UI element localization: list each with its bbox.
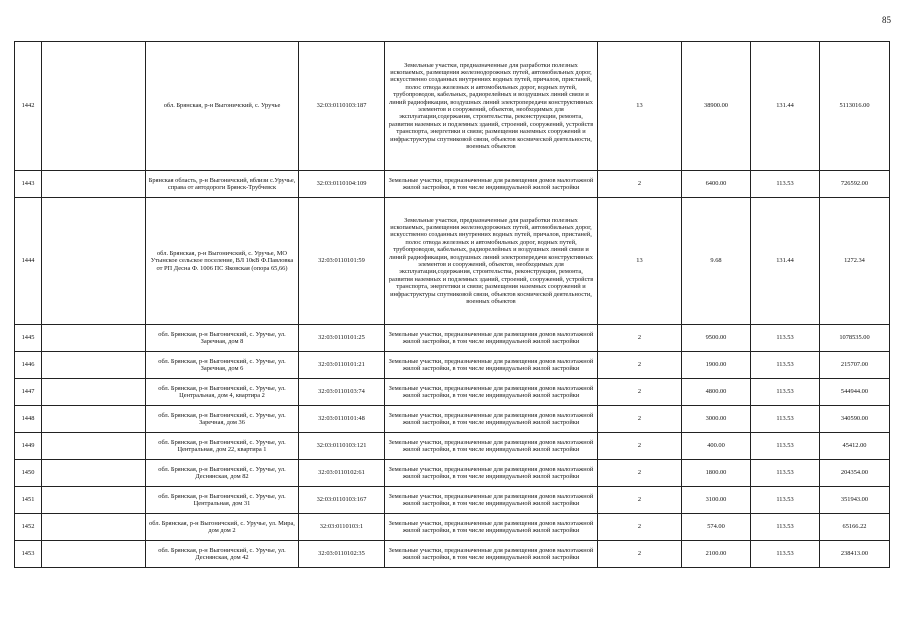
address-cell: обл. Брянская, р-н Выгоничский, с. Уручье, ул. Мира, дом дом 2 xyxy=(146,514,299,541)
cadastral-number-cell: 32:03:0110103:187 xyxy=(299,42,385,171)
area-cell: 9.68 xyxy=(682,198,751,325)
area-cell: 4800.00 xyxy=(682,379,751,406)
address-cell: обл. Брянская, р-н Выгоничский, с. Уручье, ул. Центральная, дом 22, квартира 1 xyxy=(146,433,299,460)
cadastral-number-cell: 32:03:0110101:59 xyxy=(299,198,385,325)
purpose-cell: Земельные участки, предназначенные для размещения домов малоэтажной жилой застройки, в том числе индивидуальной жилой застройки xyxy=(385,514,598,541)
category-cell: 2 xyxy=(598,406,682,433)
empty-cell xyxy=(42,379,146,406)
address-cell: обл. Брянская, р-н Выгоничский, с. Уручье, МО Утынское сельское поселение, ВЛ 10кВ Ф.Павловка от РП Десна Ф. 1006 ПС Яковская (опора 65,66) xyxy=(146,198,299,325)
address-cell: обл. Брянская, р-н Выгоничский, с. Уручье, ул. Центральная, дом 31 xyxy=(146,487,299,514)
unit-value-cell: 113.53 xyxy=(751,514,820,541)
unit-value-cell: 113.53 xyxy=(751,433,820,460)
empty-cell xyxy=(42,42,146,171)
cadastral-number-cell: 32:03:0110103:74 xyxy=(299,379,385,406)
cadastral-value-cell: 1272.34 xyxy=(820,198,890,325)
area-cell: 400.00 xyxy=(682,433,751,460)
area-cell: 1800.00 xyxy=(682,460,751,487)
row-number: 1447 xyxy=(15,379,42,406)
unit-value-cell: 131.44 xyxy=(751,42,820,171)
row-number: 1453 xyxy=(15,541,42,568)
table-row xyxy=(15,352,890,379)
cadastral-number-cell: 32:03:0110101:25 xyxy=(299,325,385,352)
unit-value-cell: 113.53 xyxy=(751,541,820,568)
cadastral-number-cell: 32:03:0110103:1 xyxy=(299,514,385,541)
area-cell: 1900.00 xyxy=(682,352,751,379)
table-row xyxy=(15,460,890,487)
unit-value-cell: 113.53 xyxy=(751,352,820,379)
table-row xyxy=(15,541,890,568)
row-number: 1448 xyxy=(15,406,42,433)
category-cell: 2 xyxy=(598,487,682,514)
address-cell: обл. Брянская, р-н Выгоничский, с. Уручье, ул. Заречная, дом 8 xyxy=(146,325,299,352)
empty-cell xyxy=(42,460,146,487)
area-cell: 2100.00 xyxy=(682,541,751,568)
table-row xyxy=(15,379,890,406)
unit-value-cell: 113.53 xyxy=(751,406,820,433)
empty-cell xyxy=(42,171,146,198)
area-cell: 574.00 xyxy=(682,514,751,541)
table-row xyxy=(15,325,890,352)
empty-cell xyxy=(42,514,146,541)
purpose-cell: Земельные участки, предназначенные для размещения домов малоэтажной жилой застройки, в том числе индивидуальной жилой застройки xyxy=(385,541,598,568)
address-cell: обл. Брянская, р-н Выгоничский, с. Уручье, ул. Центральная, дом 4, квартира 2 xyxy=(146,379,299,406)
address-cell: обл. Брянская, р-н Выгоничский, с. Уручье xyxy=(146,42,299,171)
page-number: 85 xyxy=(882,15,891,25)
category-cell: 2 xyxy=(598,514,682,541)
land-register-table xyxy=(14,41,890,568)
purpose-cell: Земельные участки, предназначенные для размещения домов малоэтажной жилой застройки, в том числе индивидуальной жилой застройки xyxy=(385,487,598,514)
row-number: 1443 xyxy=(15,171,42,198)
area-cell: 6400.00 xyxy=(682,171,751,198)
purpose-cell: Земельные участки, предназначенные для разработки полезных ископаемых, размещения железнодорожных путей, автомобильных дорог, искусственно созданных внутренних водных путей, причалов, пристаней, полос отвода железных и автомобильных дорог, водных путей, трубопроводов, кабельных, радиорелейных и воздушных линий связи и линий радиофикации, воздушных линий электропередачи конструктивных элементов и сооружений, объектов, необходимых для эксплуатации,содержания, строительства, реконструкции, ремонта, развития наземных и подземных зданий, строений, сооружений, устройств транспорта, энергетики и связи; размещения наземных сооружений и инфраструктуры спутниковой связи, объектов космической деятельности, военных объектов xyxy=(385,198,598,325)
purpose-cell: Земельные участки, предназначенные для размещения домов малоэтажной жилой застройки, в том числе индивидуальной жилой застройки xyxy=(385,460,598,487)
unit-value-cell: 113.53 xyxy=(751,171,820,198)
table-row xyxy=(15,406,890,433)
category-cell: 2 xyxy=(598,325,682,352)
cadastral-value-cell: 45412.00 xyxy=(820,433,890,460)
empty-cell xyxy=(42,198,146,325)
area-cell: 38900.00 xyxy=(682,42,751,171)
row-number: 1452 xyxy=(15,514,42,541)
unit-value-cell: 113.53 xyxy=(751,460,820,487)
cadastral-number-cell: 32:03:0110102:35 xyxy=(299,541,385,568)
row-number: 1449 xyxy=(15,433,42,460)
cadastral-number-cell: 32:03:0110101:48 xyxy=(299,406,385,433)
row-number: 1446 xyxy=(15,352,42,379)
row-number: 1442 xyxy=(15,42,42,171)
unit-value-cell: 113.53 xyxy=(751,487,820,514)
purpose-cell: Земельные участки, предназначенные для размещения домов малоэтажной жилой застройки, в том числе индивидуальной жилой застройки xyxy=(385,379,598,406)
category-cell: 2 xyxy=(598,379,682,406)
unit-value-cell: 113.53 xyxy=(751,325,820,352)
cadastral-value-cell: 544944.00 xyxy=(820,379,890,406)
category-cell: 13 xyxy=(598,198,682,325)
cadastral-number-cell: 32:03:0110102:61 xyxy=(299,460,385,487)
row-number: 1451 xyxy=(15,487,42,514)
cadastral-value-cell: 204354.00 xyxy=(820,460,890,487)
category-cell: 2 xyxy=(598,352,682,379)
cadastral-number-cell: 32:03:0110103:121 xyxy=(299,433,385,460)
table-row xyxy=(15,433,890,460)
purpose-cell: Земельные участки, предназначенные для размещения домов малоэтажной жилой застройки, в том числе индивидуальной жилой застройки xyxy=(385,352,598,379)
area-cell: 3000.00 xyxy=(682,406,751,433)
cadastral-value-cell: 726592.00 xyxy=(820,171,890,198)
empty-cell xyxy=(42,325,146,352)
row-number: 1444 xyxy=(15,198,42,325)
purpose-cell: Земельные участки, предназначенные для размещения домов малоэтажной жилой застройки, в том числе индивидуальной жилой застройки xyxy=(385,171,598,198)
table-row xyxy=(15,42,890,171)
cadastral-value-cell: 351943.00 xyxy=(820,487,890,514)
area-cell: 9500.00 xyxy=(682,325,751,352)
table-row xyxy=(15,198,890,325)
cadastral-value-cell: 65166.22 xyxy=(820,514,890,541)
purpose-cell: Земельные участки, предназначенные для размещения домов малоэтажной жилой застройки, в том числе индивидуальной жилой застройки xyxy=(385,406,598,433)
empty-cell xyxy=(42,352,146,379)
cadastral-number-cell: 32:03:0110101:21 xyxy=(299,352,385,379)
empty-cell xyxy=(42,541,146,568)
purpose-cell: Земельные участки, предназначенные для размещения домов малоэтажной жилой застройки, в том числе индивидуальной жилой застройки xyxy=(385,325,598,352)
empty-cell xyxy=(42,406,146,433)
row-number: 1445 xyxy=(15,325,42,352)
cadastral-value-cell: 340590.00 xyxy=(820,406,890,433)
table-row xyxy=(15,171,890,198)
cadastral-value-cell: 215707.00 xyxy=(820,352,890,379)
empty-cell xyxy=(42,433,146,460)
cadastral-value-cell: 5113016.00 xyxy=(820,42,890,171)
category-cell: 2 xyxy=(598,433,682,460)
unit-value-cell: 131.44 xyxy=(751,198,820,325)
address-cell: Брянская область, р-н Выгоничский, вблизи с.Уручье, справа от автодороги Брянск-Трубчевск xyxy=(146,171,299,198)
cadastral-value-cell: 1078535.00 xyxy=(820,325,890,352)
cadastral-number-cell: 32:03:0110104:109 xyxy=(299,171,385,198)
category-cell: 13 xyxy=(598,42,682,171)
address-cell: обл. Брянская, р-н Выгоничский, с. Уручье, ул. Деснянская, дом 42 xyxy=(146,541,299,568)
cadastral-value-cell: 238413.00 xyxy=(820,541,890,568)
unit-value-cell: 113.53 xyxy=(751,379,820,406)
empty-cell xyxy=(42,487,146,514)
category-cell: 2 xyxy=(598,171,682,198)
address-cell: обл. Брянская, р-н Выгоничский, с. Уручье, ул. Заречная, дом 6 xyxy=(146,352,299,379)
area-cell: 3100.00 xyxy=(682,487,751,514)
row-number: 1450 xyxy=(15,460,42,487)
address-cell: обл. Брянская, р-н Выгоничский, с. Уручье, ул. Деснянская, дом 82 xyxy=(146,460,299,487)
purpose-cell: Земельные участки, предназначенные для размещения домов малоэтажной жилой застройки, в том числе индивидуальной жилой застройки xyxy=(385,433,598,460)
address-cell: обл. Брянская, р-н Выгоничский, с. Уручье, ул. Заречная, дом 36 xyxy=(146,406,299,433)
cadastral-number-cell: 32:03:0110103:167 xyxy=(299,487,385,514)
purpose-cell: Земельные участки, предназначенные для разработки полезных ископаемых, размещения железнодорожных путей, автомобильных дорог, искусственно созданных внутренних водных путей, причалов, пристаней, полос отвода железных и автомобильных дорог, водных путей, трубопроводов, кабельных, радиорелейных и воздушных линий связи и линий радиофикации, воздушных линий электропередачи конструктивных элементов и сооружений, объектов, необходимых для эксплуатации,содержания, строительства, реконструкции, ремонта, развития наземных и подземных зданий, строений, сооружений, устройств транспорта, энергетики и связи; размещения наземных сооружений и инфраструктуры спутниковой связи, объектов космической деятельности, военных объектов xyxy=(385,42,598,171)
table-row xyxy=(15,514,890,541)
category-cell: 2 xyxy=(598,460,682,487)
table-row xyxy=(15,487,890,514)
category-cell: 2 xyxy=(598,541,682,568)
